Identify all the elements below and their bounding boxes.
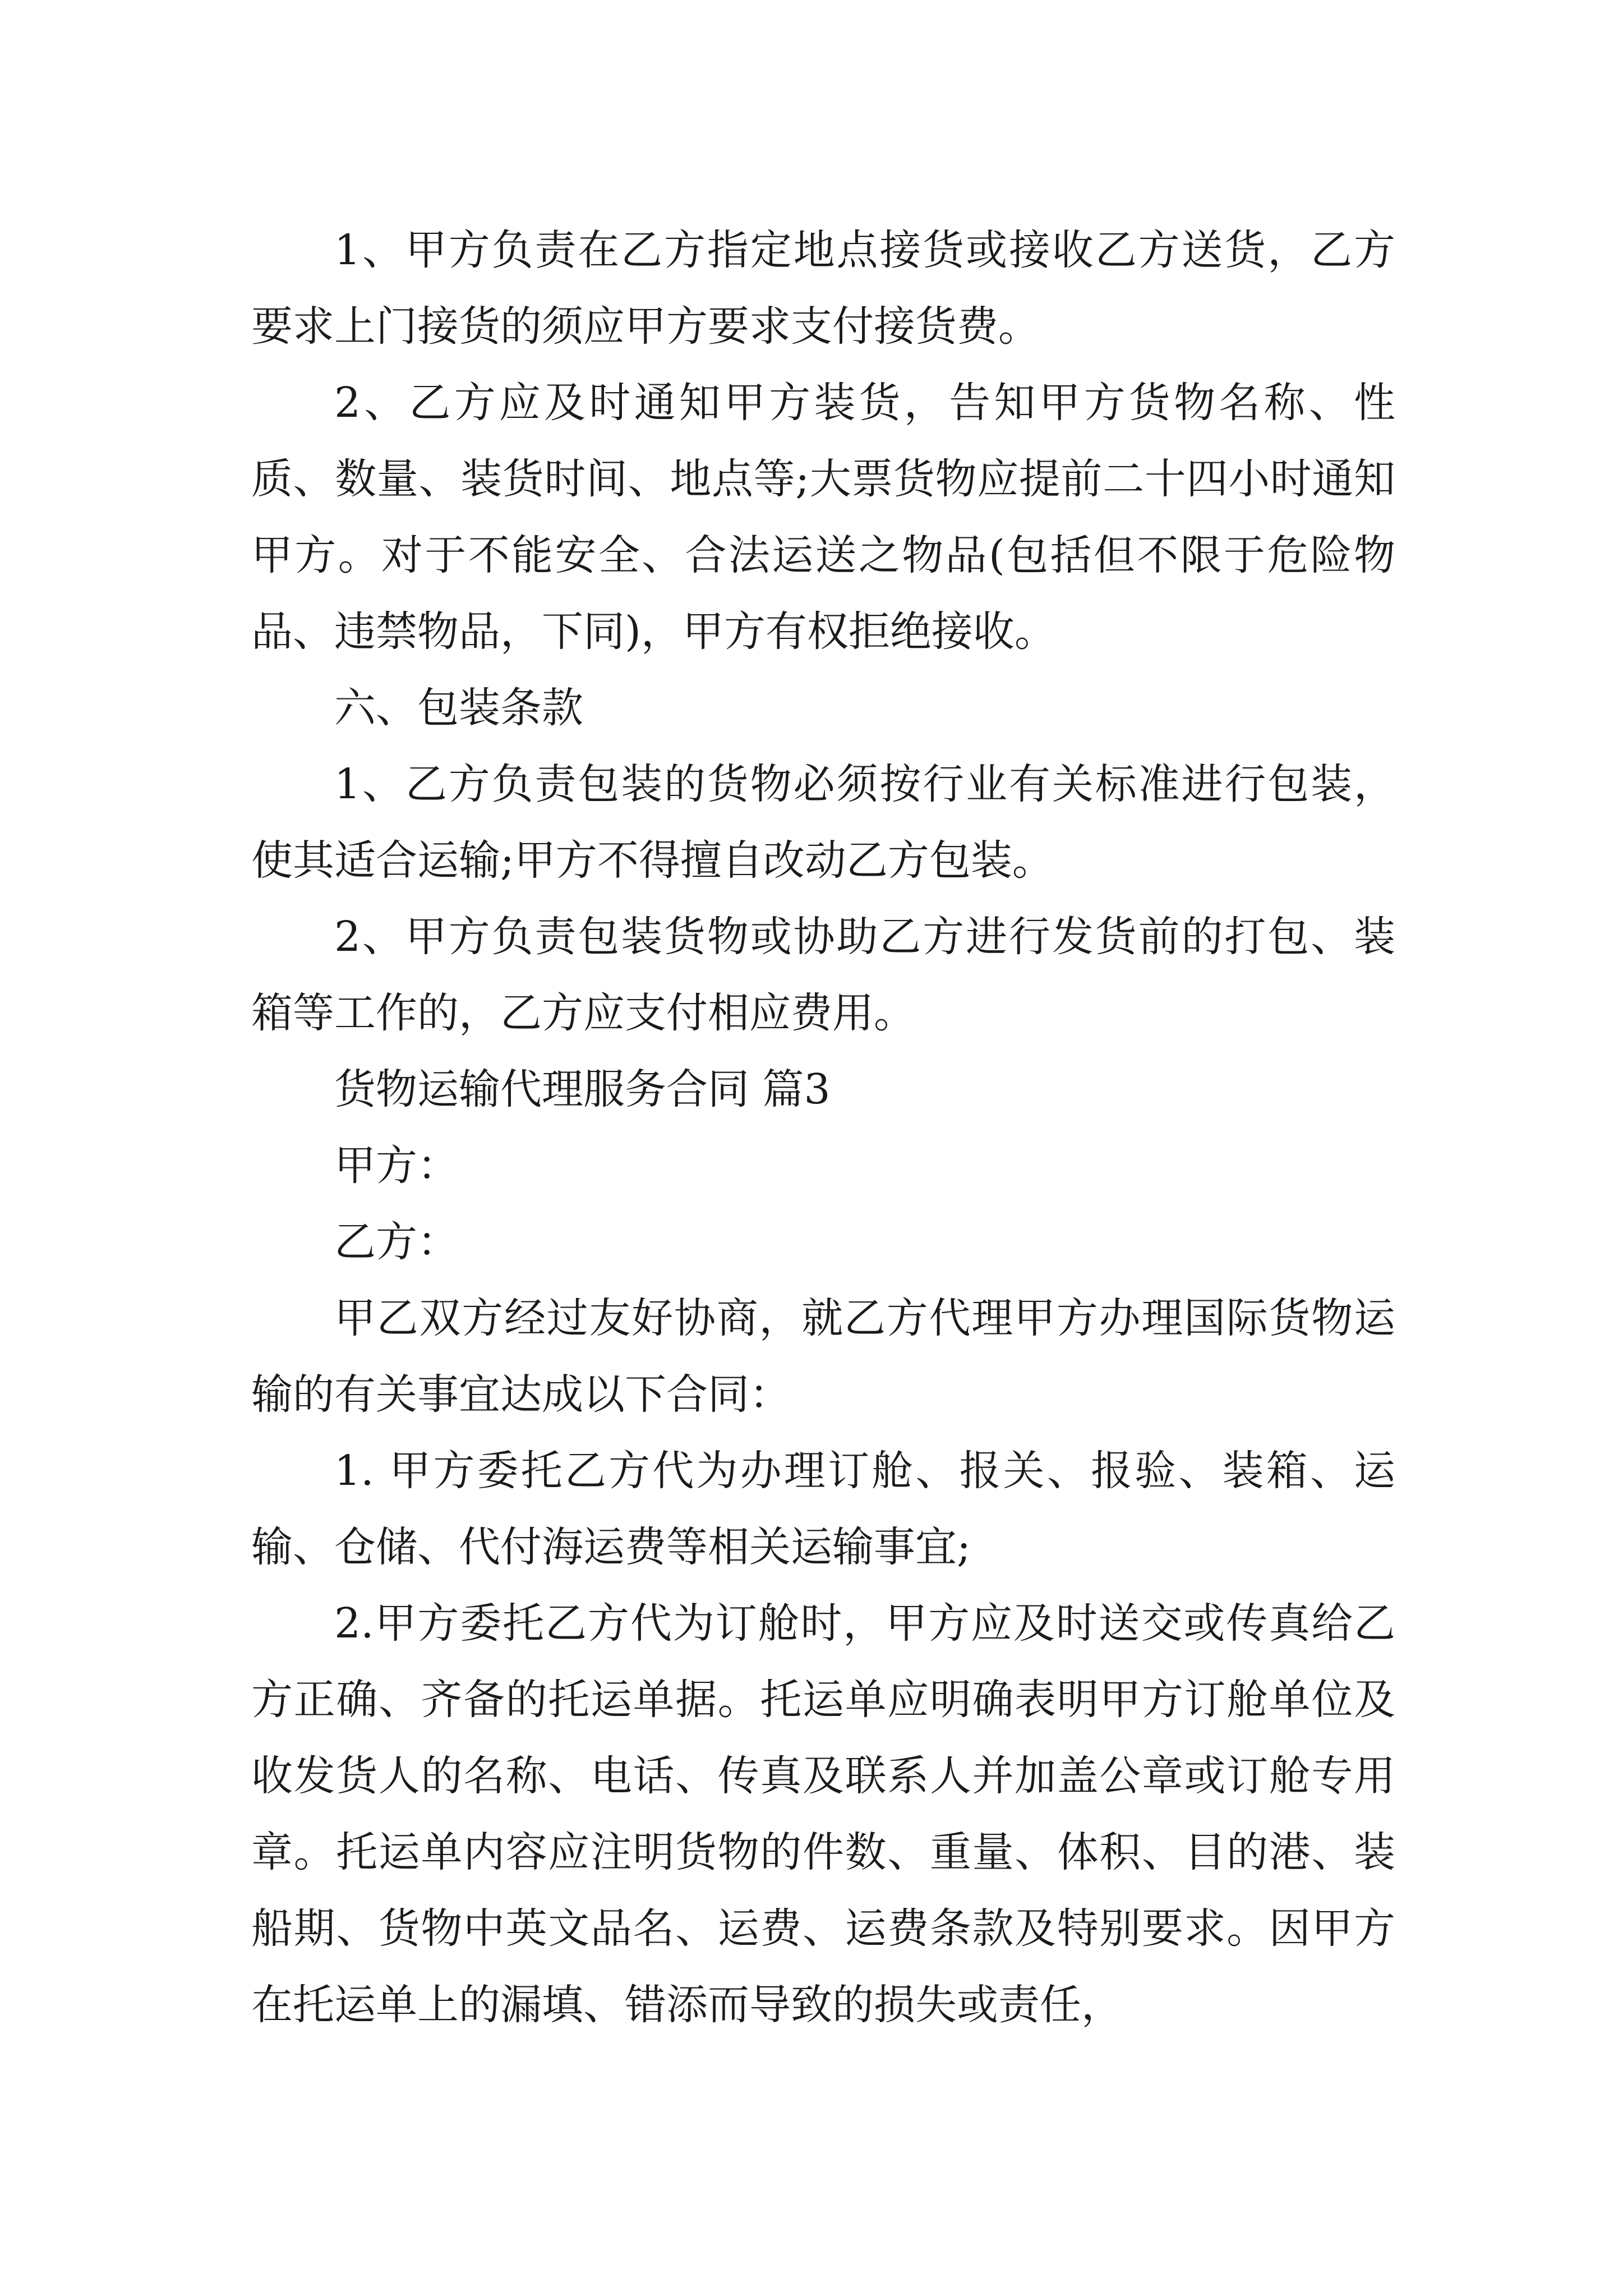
paragraph-clause-2: 2.甲方委托乙方代为订舱时，甲方应及时送交或传真给乙方正确、齐备的托运单据。托运单应明确表明甲方订舱单位及收发货人的名称、电话、传真及联系人并加盖公章或订舱专用章。托运单内容应注明货物的件数、重量、体积、目的港、装船期、货物中英文品名、运费、运费条款及特别要求。因甲方在托运单上的漏填、错添而导致的损失或责任， (251, 1599, 1395, 2029)
section-heading-packaging: 六、包装条款 (334, 684, 583, 732)
paragraph-packaging-standard: 1、乙方负责包装的货物必须按行业有关标准进行包装，使其适合运输;甲方不得擅自改动乙方包装。 (251, 760, 1395, 885)
paragraph-pickup-terms: 1、甲方负责在乙方指定地点接货或接收乙方送货，乙方要求上门接货的须应甲方要求支付接货费。 (251, 226, 1395, 351)
document-body (251, 212, 1395, 2043)
paragraph-loading-notice: 2、乙方应及时通知甲方装货，告知甲方货物名称、性质、数量、装货时间、地点等;大票货物应提前二十四小时通知甲方。对于不能安全、合法运送之物品(包括但不限于危险物品、违禁物品，下同)，甲方有权拒绝接收。 (251, 379, 1395, 656)
paragraph-clause-1: 1. 甲方委托乙方代为办理订舱、报关、报验、装箱、运输、仓储、代付海运费等相关运输事宜; (251, 1447, 1395, 1571)
paragraph-packaging-fee: 2、甲方负责包装货物或协助乙方进行发货前的打包、装箱等工作的，乙方应支付相应费用。 (251, 913, 1395, 1037)
contract-title: 货物运输代理服务合同 篇3 (334, 1065, 831, 1114)
paragraph-preamble: 甲乙双方经过友好协商，就乙方代理甲方办理国际货物运输的有关事宜达成以下合同： (251, 1294, 1395, 1419)
party-a-label: 甲方： (334, 1142, 459, 1190)
party-b-label: 乙方： (334, 1218, 459, 1266)
